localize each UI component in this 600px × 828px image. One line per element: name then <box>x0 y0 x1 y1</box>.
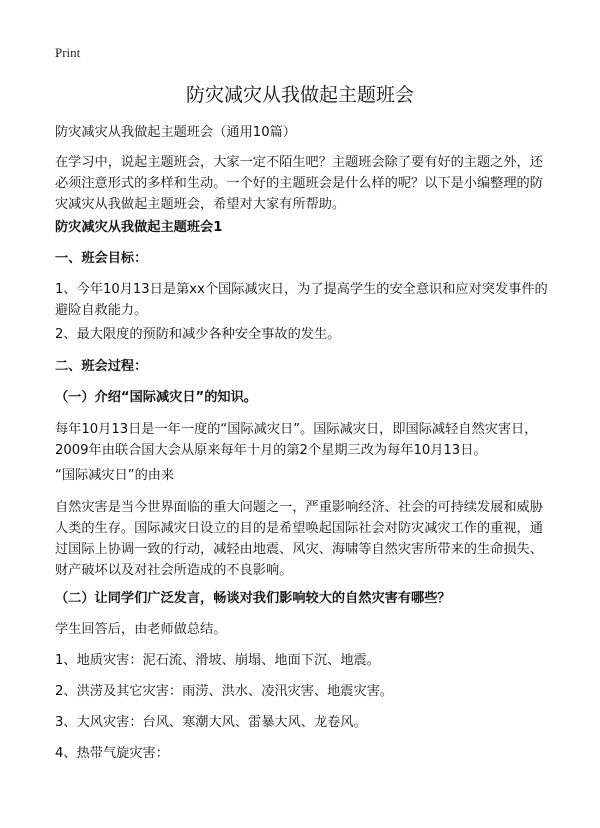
disaster-item-3: 3、大风灾害：台风、寒潮大风、雷暴大风、龙卷风。 <box>55 715 367 730</box>
goal-item-2: 2、最大限度的预防和减少各种安全事故的发生。 <box>55 327 341 342</box>
intro-paragraph: 在学习中，说起主题班会，大家一定不陌生吧？主题班会除了要有好的主题之外，还必须注意形式的多样和生动。一个好的主题班会是什么样的呢？以下是小编整理的防灾减灾从我做起主题班会，希望对大家有所帮助。 <box>55 155 543 212</box>
print-label: Print <box>55 45 81 60</box>
step1-heading: （一）介绍“国际减灾日”的知识。 <box>55 390 257 405</box>
step1-paragraph: 每年10月13日是一年一度的“国际减灾日”。国际减灾日，即国际减轻自然灾害日，2009年由联合国大会从原来每年十月的第2个星期三改为每年10月13日。 <box>55 422 538 458</box>
goal-item-1: 1、今年10月13日是第xx个国际减灾日，为了提高学生的安全意识和应对突发事件的避险自救能力。 <box>55 282 548 318</box>
goals-heading: 一、班会目标： <box>55 251 148 266</box>
document-title: 防灾减灾从我做起主题班会 <box>185 84 414 106</box>
origin-heading: “国际减灾日”的由来 <box>55 468 175 483</box>
disaster-item-4: 4、热带气旋灾害： <box>55 746 169 761</box>
step2-intro: 学生回答后，由老师做总结。 <box>55 622 227 637</box>
step2-heading: （二）让同学们广泛发言，畅谈对我们影响较大的自然灾害有哪些？ <box>55 591 451 606</box>
section-heading: 防灾减灾从我做起主题班会1 <box>55 220 223 235</box>
disaster-item-2: 2、洪涝及其它灾害：雨涝、洪水、凌汛灾害、地震灾害。 <box>55 684 394 699</box>
disaster-item-1: 1、地质灾害：泥石流、滑坡、崩塌、地面下沉、地震。 <box>55 653 380 668</box>
document-subtitle: 防灾减灾从我做起主题班会（通用10篇） <box>55 125 296 140</box>
origin-paragraph: 自然灾害是当今世界面临的重大问题之一，严重影响经济、社会的可持续发展和威胁人类的生存。国际减灾日设立的目的是希望唤起国际社会对防灾减灾工作的重视，通过国际上协调一致的行动，减轻由地震、风灾、海啸等自然灾害所带来的生命损失、财产破坏以及对社会所造成的不良影响。 <box>55 500 543 578</box>
process-heading: 二、班会过程： <box>55 359 148 374</box>
